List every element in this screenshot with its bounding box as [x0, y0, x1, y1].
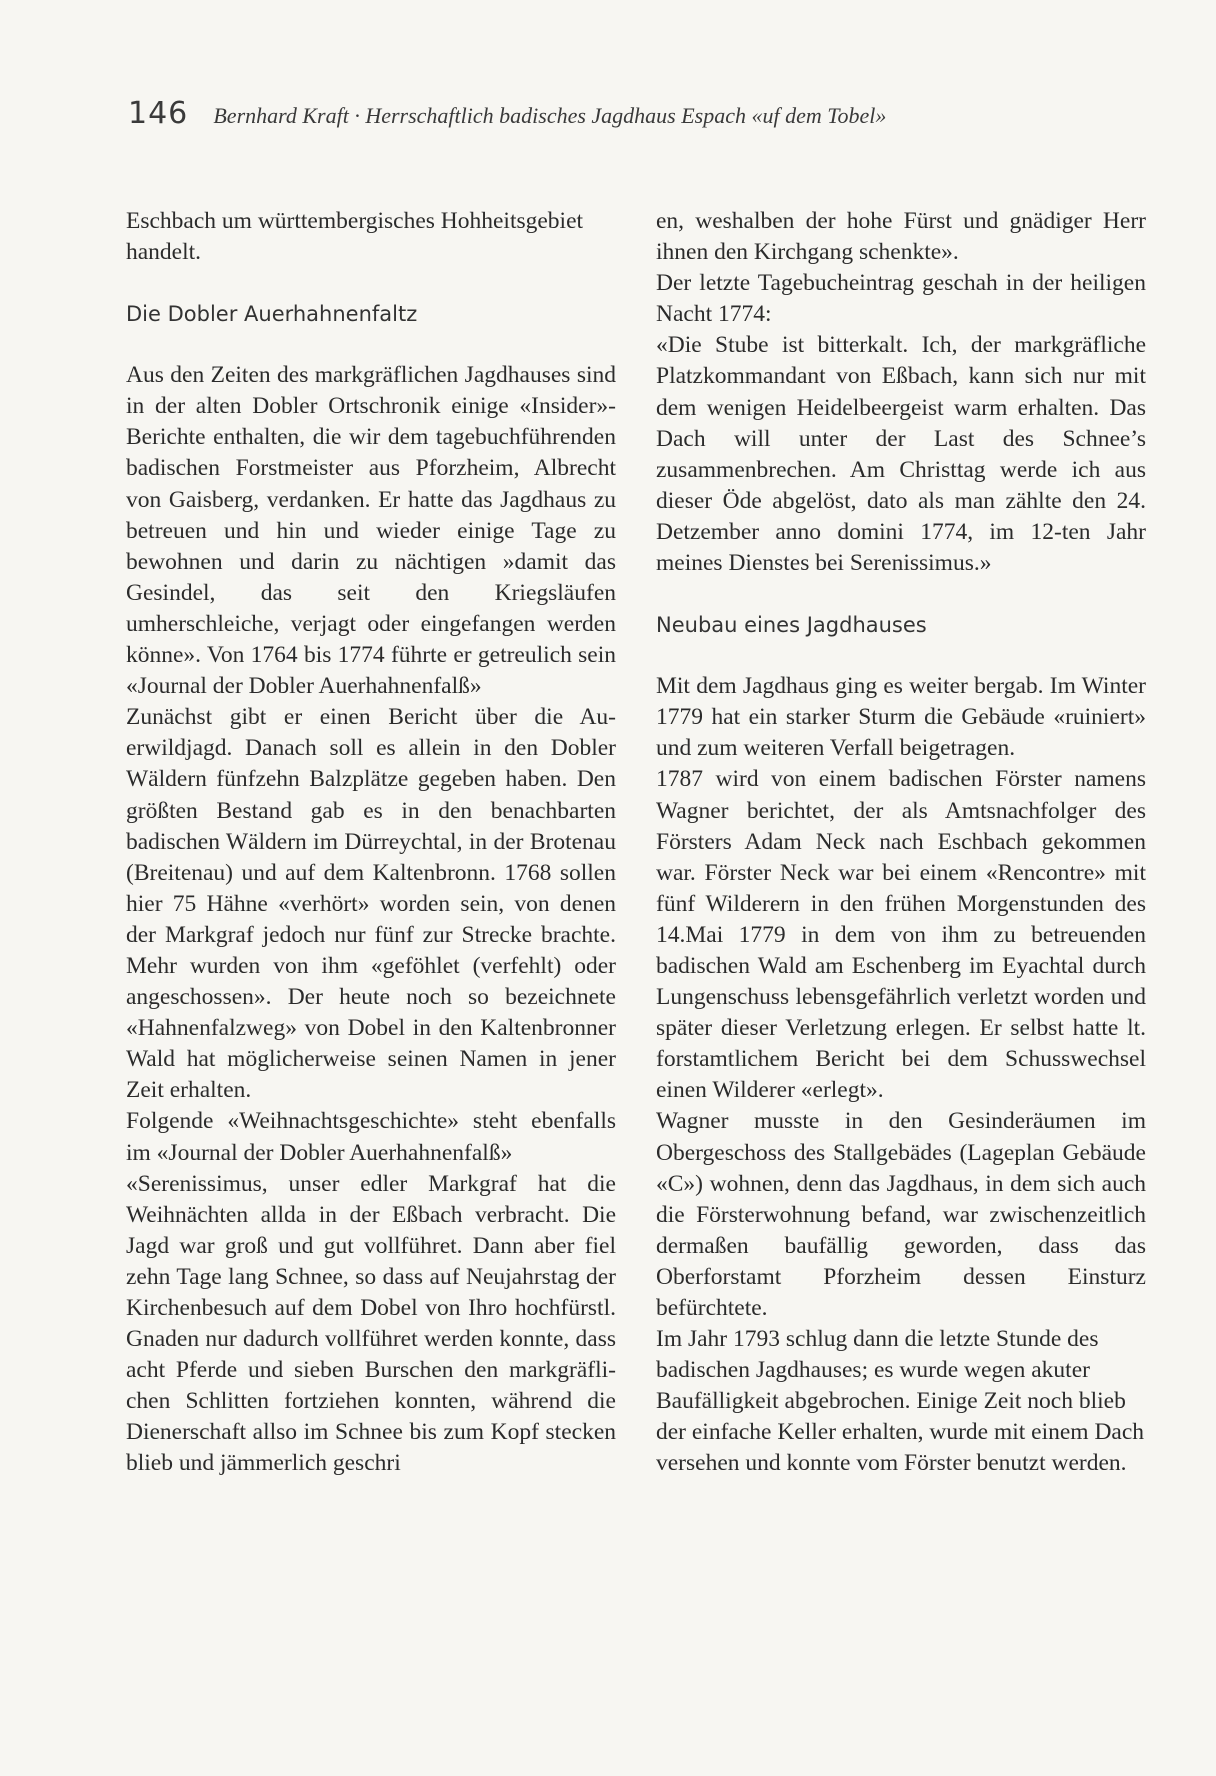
paragraph: «Serenissimus, unser edler Markgraf hat die Weihnächten allda in der Eßbach verbracht. Die Jagd war groß und gut vollführet. Dann aber fiel zehn Tage lang Schnee, so dass auf Neujahrstag der Kirchenbesuch auf dem Dobel von Ihro hochfürstl. Gnaden nur dadurch vollführet werden konnte, dass acht Pferde und sieben Burschen den markgräflichen Schlitten fortziehen konnten, während die Dienerschaft allso im Schnee bis zum Kopf stecken blieb und jämmerlich geschri — [126, 1170, 616, 1477]
paragraph: Im Jahr 1793 schlug dann die letzte Stunde des badischen Jagdhauses; es wurde wegen akuter Baufälligkeit abgebrochen. Einige Zeit noch blieb der einfache Keller erhalten, wurde mit einem Dach versehen und konnte vom Förster benutzt werden. — [656, 1326, 1145, 1477]
paragraph: «Die Stube ist bitterkalt. Ich, der markgräfliche Platzkommandant von Eßbach, kann sich nur mit dem wenigen Heidelbeergeist warm erhalten. Das Dach will unter der Last des Schnee’s zusammenbrechen. Am Christtag werde ich aus dieser Öde abgelöst, dato als man zählte den 24. Detzember anno domini 1774, im 12-ten Jahr meines Dienstes bei Serenissimus.» — [656, 332, 1146, 577]
paragraph: Aus den Zeiten des markgräflichen Jagdhauses sind in der alten Dobler Ortschronik einige «Insider»-Berichte enthalten, die wir dem tagebuchführenden badischen Forstmeister aus Pforzheim, Albrecht von Gaisberg, verdanken. Er hatte das Jagdhaus zu betreuen und hin und wieder einige Tage zu bewohnen und darin zu nächtigen »damit das Gesindel, das seit den Kriegsläufen umherschleiche, verjagt oder eingefangen werden könne». Von 1764 bis 1774 führte er getreulich sein «Journal der Dobler Auerhahnenfalß» — [126, 362, 616, 700]
paragraph: Zunächst gibt er einen Bericht über die Auerwildjagd. Danach soll es allein in den Dobler Wäldern fünfzehn Balzplätze gegeben haben. Den größten Bestand gab es in den benachbarten badischen Wäldern im Dürreychtal, in der Brotenau (Breitenau) und auf dem Kaltenbronn. 1768 sollen hier 75 Hähne «verhört» worden sein, von denen der Markgraf jedoch nur fünf zur Strecke brachte. Mehr wurden von ihm «geföhlet (verfehlt) oder angeschossen». Der heute noch so bezeichnete «Hahnenfalzweg» von Dobel in den Kaltenbronner Wald hat möglicherweise seinen Namen in jener Zeit erhalten. — [126, 704, 616, 1104]
left-column — [126, 206, 616, 1480]
paragraph: Mit dem Jagdhaus ging es weiter bergab. Im Winter 1779 hat ein starker Sturm die Gebäude «ruiniert» und zum weiteren Verfall beigetragen. — [656, 673, 1146, 762]
paragraph: en, weshalben der hohe Fürst und gnädiger Herr ihnen den Kirchgang schenkte». — [656, 208, 1146, 266]
right-column — [656, 206, 1146, 1480]
section-heading: Neubau eines Jagdhauses — [656, 613, 927, 638]
running-title: Bernhard Kraft · Herrschaftlich badisches Jagdhaus Espach «uf dem Tobel» — [213, 103, 887, 128]
page-header — [128, 96, 1128, 131]
page-number: 146 — [128, 96, 189, 131]
paragraph: Der letzte Tagebucheintrag geschah in der heiligen Nacht 1774: — [656, 270, 1146, 328]
paragraph: Wagner musste in den Gesinderäumen im Obergeschoss des Stallgebädes (Lageplan Gebäude «C») wohnen, denn das Jagdhaus, in dem sich auch die Försterwohnung befand, war zwischenzeitlich dermaßen baufällig geworden, dass das Oberforstamt Pforzheim dessen Einsturz befürchtete. — [656, 1108, 1146, 1321]
section-heading: Die Dobler Auerhahnenfaltz — [126, 302, 418, 327]
paragraph: Eschbach um württembergisches Hohheitsgebiet handelt. — [126, 208, 584, 266]
paragraph: Folgende «Weihnachtsgeschichte» steht ebenfalls im «Journal der Dobler Auerhahnenfalß» — [126, 1108, 616, 1166]
paragraph: 1787 wird von einem badischen Förster namens Wagner berichtet, der als Amtsnachfolger des Försters Adam Neck nach Eschbach gekommen war. Förster Neck war bei einem «Rencontre» mit fünf Wilderern in den frühen Morgenstunden des 14.Mai 1779 in dem von ihm zu betreuenden badischen Wald am Eschenberg im Eyachtal durch Lungenschuss lebensgefährlich verletzt worden und später dieser Verletzung erlegen. Er selbst hatte lt. forstamtlichem Bericht bei dem Schusswechsel einen Wilderer «erlegt». — [656, 766, 1146, 1104]
